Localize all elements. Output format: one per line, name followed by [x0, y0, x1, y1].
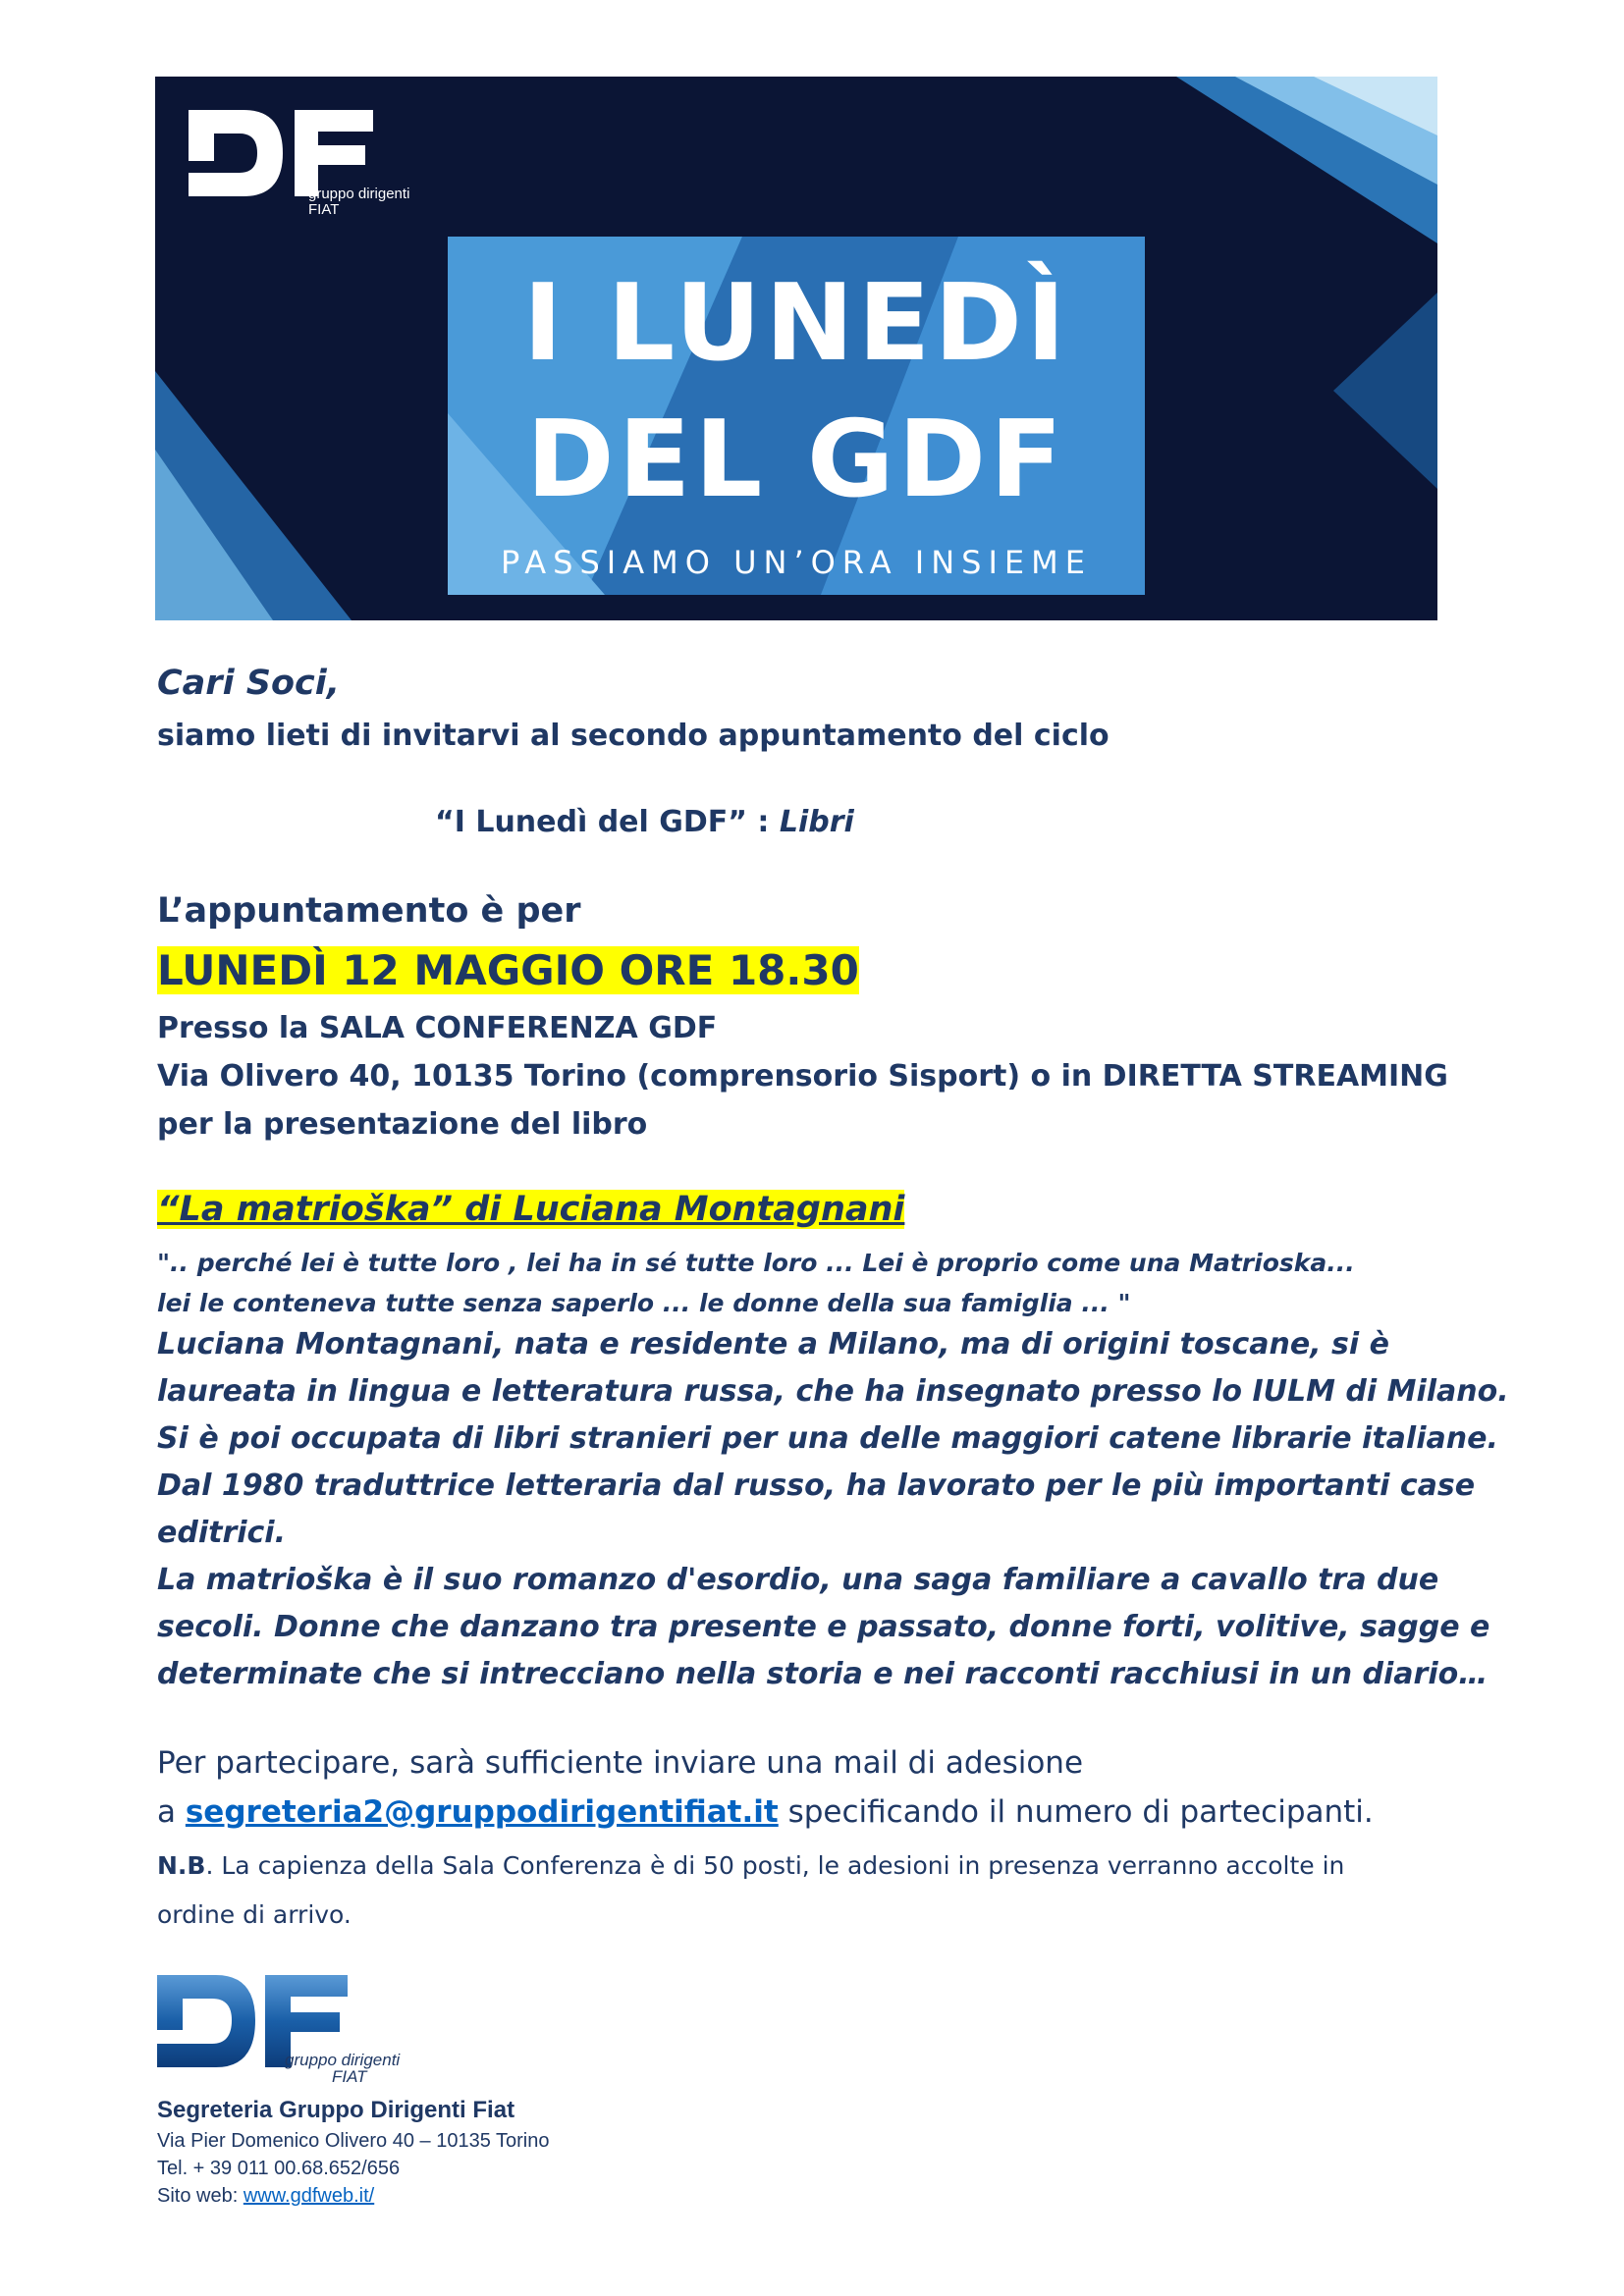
book-title-highlight: “La matrioška” di Luciana Montagnani [157, 1190, 905, 1229]
footer-web [157, 2185, 374, 2208]
series-line [435, 805, 854, 839]
email-link[interactable]: segreteria2@gruppodirigentifiat.it [185, 1794, 779, 1830]
book-description-line: Dal 1980 traduttrice letteraria dal russo, ha lavorato per le più importanti case [157, 1468, 1476, 1503]
banner-title-line1: I LUNEDÌ [522, 262, 1070, 385]
footer-logo-text [285, 2052, 400, 2085]
event-purpose: per la presentazione del libro [157, 1107, 648, 1142]
footer-address: Via Pier Domenico Olivero 40 – 10135 Torino [157, 2130, 550, 2152]
book-description-line: La matrioška è il suo romanzo d'esordio, una saga familiare a cavallo tra due [157, 1563, 1439, 1597]
appointment-intro: L’appuntamento è per [157, 891, 581, 931]
event-date-time [157, 946, 859, 994]
event-banner [155, 77, 1437, 620]
event-venue: Presso la SALA CONFERENZA GDF [157, 1011, 718, 1045]
banner-title-box [448, 237, 1145, 595]
participation-suffix: specificando il numero di partecipanti. [778, 1794, 1374, 1830]
footer-web-label: Sito web: [157, 2185, 244, 2207]
footer-phone: Tel. + 39 011 00.68.652/656 [157, 2158, 401, 2179]
book-quote-line2: lei le conteneva tutte senza saperlo ... le donne della sua famiglia ... " [157, 1289, 1131, 1317]
nb-label: N.B [157, 1851, 206, 1880]
participation-line2 [157, 1794, 1374, 1830]
footer-logo-text-line2: FIAT [332, 2067, 367, 2086]
participation-line1: Per partecipare, sarà sufficiente inviare una mail di adesione [157, 1745, 1084, 1781]
book-description-line: secoli. Donne che danzano tra presente e passato, donne forti, volitive, sagge e [157, 1610, 1490, 1644]
banner-tagline [155, 544, 1437, 581]
book-description-line: determinate che si intrecciano nella storia e nei racconti racchiusi in un diario… [157, 1657, 1489, 1691]
logo-text-line2: FIAT [308, 201, 340, 218]
participation-prefix: a [157, 1794, 186, 1830]
footer-logo-text-line1: gruppo dirigenti [285, 2051, 401, 2069]
website-link[interactable]: www.gdfweb.it/ [243, 2185, 375, 2207]
logo-text-line1: gruppo dirigenti [308, 186, 410, 202]
book-description-line: laureata in lingua e letteratura russa, che ha insegnato presso lo IULM di Milano. [157, 1374, 1509, 1409]
book-description-line: Luciana Montagnani, nata e residente a Milano, ma di origini toscane, si è [157, 1327, 1389, 1362]
date-time-highlight: LUNEDÌ 12 MAGGIO ORE 18.30 [157, 946, 859, 994]
series-topic: Libri [779, 805, 854, 839]
event-address: Via Olivero 40, 10135 Torino (comprensorio Sisport) o in DIRETTA STREAMING [157, 1059, 1448, 1094]
banner-title-line2: DEL GDF [526, 399, 1066, 521]
invite-text: siamo lieti di invitarvi al secondo appuntamento del ciclo [157, 719, 1110, 753]
book-description-line: editrici. [157, 1516, 286, 1550]
nb-note-line2: ordine di arrivo. [157, 1900, 352, 1929]
nb-text: . La capienza della Sala Conferenza è di 50 posti, le adesioni in presenza verranno accolte in [205, 1851, 1345, 1880]
series-name: “I Lunedì del GDF” : [435, 805, 770, 839]
book-quote-line1: ".. perché lei è tutte loro , lei ha in sé tutte loro ... Lei è proprio come una Matrioska... [157, 1249, 1355, 1277]
book-description-line: Si è poi occupata di libri stranieri per una delle maggiori catene librarie italiane. [157, 1421, 1498, 1456]
nb-note [157, 1851, 1344, 1880]
banner-logo-text [308, 187, 409, 218]
greeting: Cari Soci, [157, 664, 341, 703]
book-title [157, 1190, 904, 1229]
tagline-text: PASSIAMO UN’ORA INSIEME [501, 544, 1092, 581]
footer-org: Segreteria Gruppo Dirigenti Fiat [157, 2097, 515, 2123]
